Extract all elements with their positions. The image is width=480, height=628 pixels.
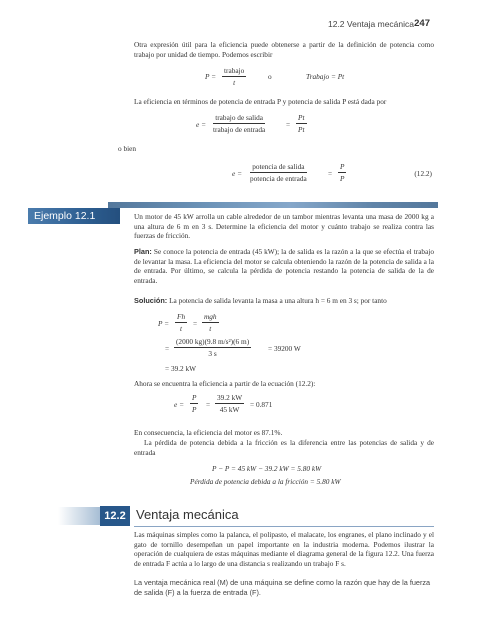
example-statement: Un motor de 45 kW arrolla un cable alrededor de un tambor mientras levanta una masa de 2000 kg a una altura de 6 m en 3 s. Determine la eficiencia del motor y cuánto trabajo se realiza contra las fuerzas de fricción. [134,212,434,241]
eq2-denominator-2: Pt [298,125,305,134]
eff-denominator-1: P [192,405,197,414]
example-label: Ejemplo 12.1 [28,208,120,224]
eff-denominator-2: 45 kW [219,405,240,414]
plan-text: Se conoce la potencia de entrada (45 kW); la de salida es la razón a la que se efectúa el trabajo de levantar la masa. La eficiencia del motor se calcula obteniendo la razón de la potencia de salida a la de entrada. Por último, se calcula la pérdida de potencia restando la potencia de salida de la de entrada. [134,247,434,285]
sol-eq1-denominator-2: t [209,324,212,333]
efficiency-paragraph: La eficiencia en términos de potencia de entrada P y potencia de salida P está dada por [134,97,387,106]
intro-paragraph: Otra expresión útil para la eficiencia puede obtenerse a partir de la definición de potencia como trabajo por unidad de tiempo. Podemos escribir [134,40,434,59]
sol-eq1-numerator-2: mgh [204,312,217,321]
efficiency-intro: Ahora se encuentra la eficiencia a partir de la ecuación (12.2): [134,379,316,388]
example-solution [134,296,434,306]
example-top-band [108,202,438,208]
sol-eq2-rhs: = 39200 W [268,344,301,353]
eq3-fraction [250,162,307,183]
eff-fraction-1 [190,393,198,414]
sol-eq1-fraction-2 [202,312,219,333]
sol-eq2-numerator: (2000 kg)(9.8 m/s²)(6 m) [176,337,250,346]
definition-note: La ventaja mecánica real (M) de una máquina se define como la razón que hay de la fuerza de salida (F) a la fuerza de entrada (F). [134,578,431,597]
eff-numerator-2: 39.2 kW [217,393,243,402]
eq2-fraction-2 [296,113,307,134]
loss-equation: P − P = 45 kW − 39.2 kW = 5.80 kW [212,464,322,473]
eff-numerator-1: P [192,393,197,402]
section-number: 12.2 [100,506,130,526]
solution-label: Solución: [134,296,168,305]
section-header-strip [58,507,100,525]
eq1-rhs: Trabajo = Pt [306,72,345,81]
eq1-denominator: t [233,78,236,87]
sol-eq1-fraction-1 [175,312,187,333]
sol-eq1-equals: = [193,319,198,328]
eq3-equals: = [328,169,333,178]
sol-eq2-lhs: = [165,344,170,353]
sol-eq1-numerator-1: Fh [177,312,186,321]
eq3-lhs: e = [232,169,242,178]
solution-text: La potencia de salida levanta la masa a una altura h = 6 m en 3 s; por tanto [169,296,387,305]
eq3-numerator: potencia de salida [250,162,307,173]
eq2-denominator: trabajo de entrada [213,125,266,134]
eq1-or: o [268,72,272,81]
loss-result: Pérdida de potencia debida a la fricción = 5.80 kW [190,477,341,486]
eq1-numerator: trabajo [224,66,245,75]
section-paragraph: Las máquinas simples como la palanca, el polipasto, el malacate, los engranes, el plano inclinado y el gato de tornillo desempeñan un papel importante en la industria moderna. Podemos ilustrar la operación de cualquiera de estas máquinas mediante el diagrama general de la figura 12.2. Una fuerza de entrada F actúa a lo largo de una distancia s realizando un trabajo F s. [134,530,434,568]
running-header-section: 12.2 Ventaja mecánica [327,19,414,29]
o-bien-text: o bien [118,144,137,153]
loss-paragraph: La pérdida de potencia debida a la fricción es la diferencia entre las potencias de salida y de entrada [134,438,434,457]
section-title: Ventaja mecánica [136,507,239,522]
eq3-fraction-2 [338,162,346,183]
eq3-numerator-2: P [340,162,345,171]
eff-equals: = [206,400,211,409]
sol-eq2-fraction [174,337,251,358]
sol-eq2-denominator: 3 s [208,349,217,358]
eq2-lhs: e = [196,120,206,129]
sol-eq1-lhs: P = [158,319,170,328]
eff-fraction-2 [215,393,244,414]
eq3-denominator-2: P [340,174,345,183]
plan-label: Plan: [134,247,152,256]
eq3-denominator: potencia de entrada [250,174,307,183]
eq2-numerator: trabajo de salida [213,113,265,124]
eq2-fraction [213,113,265,134]
sol-eq1-denominator-1: t [180,324,183,333]
eq1-fraction [222,66,246,87]
eq2-equals: = [286,120,291,129]
eq1-lhs: P = [205,72,217,81]
eq2-numerator-2: Pt [298,113,305,122]
conclusion-paragraph: En consecuencia, la eficiencia del motor es 87.1%. [134,428,283,437]
eff-lhs: e = [174,400,184,409]
sol-eq3: = 39.2 kW [165,364,197,373]
equation-number-12-2: (12.2) [414,169,432,178]
eff-rhs: = 0.871 [250,400,273,409]
section-rule [134,526,434,527]
example-plan [134,247,434,285]
page-number: 247 [414,18,430,29]
